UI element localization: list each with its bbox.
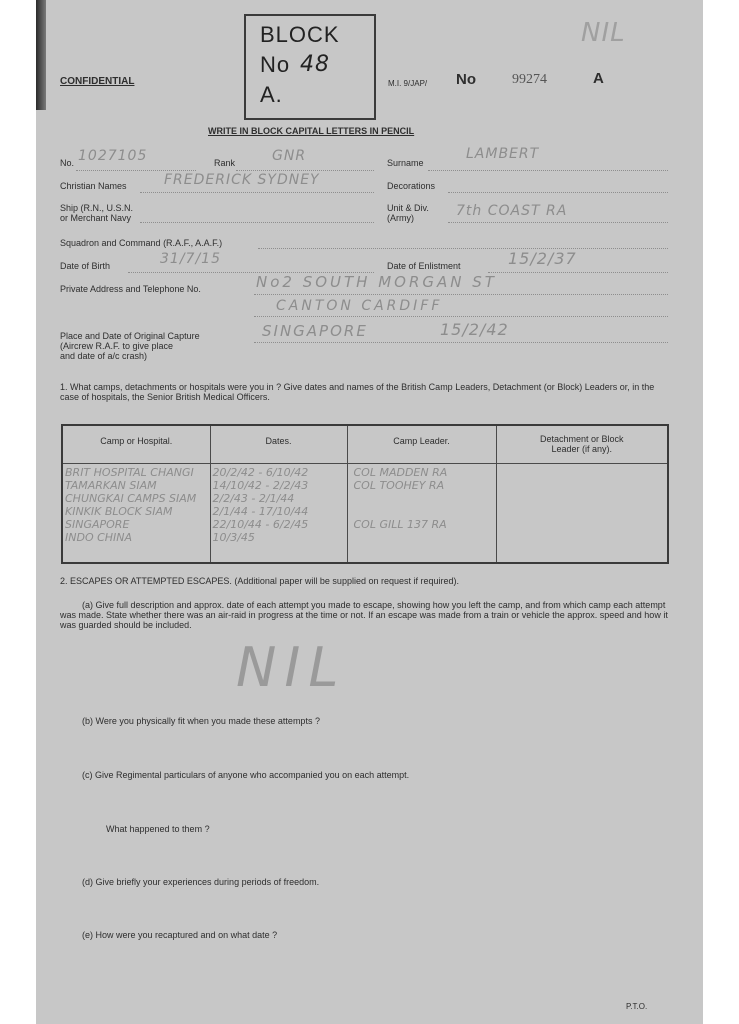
table-cell: 2/2/43 - 2/1/44	[212, 491, 295, 505]
table-cell: SINGAPORE	[65, 517, 130, 531]
header-detachment: Detachment or Block Leader (if any).	[496, 425, 668, 463]
form-page	[36, 0, 703, 1024]
no-label: No.	[60, 158, 75, 168]
col-detachment	[496, 463, 668, 563]
camps-table-body	[62, 463, 668, 563]
dob-value: 31/7/15	[160, 251, 221, 267]
block-number-hand: 48	[300, 52, 330, 77]
table-cell	[503, 492, 668, 505]
capture-date: 15/2/42	[440, 320, 509, 339]
capture-place: SINGAPORE	[262, 322, 368, 340]
block-line2: No	[260, 52, 291, 77]
no-value: 1027105	[78, 148, 148, 164]
pto-label: P.T.O.	[626, 1002, 648, 1011]
question2-title: 2. ESCAPES OR ATTEMPTED ESCAPES. (Additional paper will be supplied on request if required).	[60, 576, 460, 586]
table-cell: COL TOOHEY RA	[353, 478, 445, 492]
table-cell	[503, 505, 668, 518]
question2-e: (e) How were you recaptured and on what date ?	[82, 930, 278, 940]
decorations-label: Decorations	[387, 181, 436, 191]
surname-label: Surname	[387, 158, 424, 168]
question2-a: (a) Give full description and approx. date of each attempt you made to escape, showing how you left the camp, and from which camp each attempt was made. State whether there was an air-raid in progress at the time or not. If an escape was made from a train or vehicle the approx. speed and how it was guarded should be included.	[60, 600, 668, 630]
camps-table	[61, 424, 669, 564]
table-cell: 20/2/42 - 6/10/42	[212, 465, 309, 479]
table-cell: 22/10/44 - 6/2/45	[212, 517, 309, 531]
dob-label: Date of Birth	[60, 261, 111, 271]
camps-table-header	[62, 425, 668, 463]
col-camp	[62, 463, 210, 563]
rank-value: GNR	[272, 148, 307, 164]
question1-text: 1. What camps, detachments or hospitals were you in ? Give dates and names of the British Camp Leaders, Detachment (or Block) Leaders or, in the case of hospitals, the Senior British Medical Officers.	[60, 382, 655, 402]
unit-label: Unit & Div. (Army)	[387, 203, 429, 223]
table-cell	[354, 531, 496, 544]
col-dates	[210, 463, 347, 563]
question2-c2: What happened to them ?	[106, 824, 210, 834]
header-dates: Dates.	[210, 425, 347, 463]
table-cell	[503, 531, 668, 544]
instruction-heading: WRITE IN BLOCK CAPITAL LETTERS IN PENCIL	[208, 126, 415, 136]
unit-value: 7th COAST RA	[456, 203, 568, 219]
table-cell	[503, 479, 668, 492]
question2-b: (b) Were you physically fit when you made these attempts ?	[82, 716, 320, 726]
number-label: No	[456, 71, 476, 88]
form-number: 99274	[512, 72, 547, 87]
table-cell: COL MADDEN RA	[353, 465, 448, 479]
table-cell: CHUNGKAI CAMPS SIAM	[65, 491, 197, 505]
christian-label: Christian Names	[60, 181, 127, 191]
question2-answer: NIL	[236, 636, 347, 699]
block-line1: BLOCK	[260, 22, 340, 47]
table-cell: 10/3/45	[212, 530, 255, 544]
table-cell	[503, 466, 668, 479]
table-cell: INDO CHINA	[65, 530, 133, 544]
enlist-label: Date of Enlistment	[387, 261, 461, 271]
squadron-label: Squadron and Command (R.A.F., A.A.F.)	[60, 238, 223, 248]
address-line1: No2 SOUTH MORGAN ST	[256, 273, 497, 291]
form-suffix: A	[593, 70, 604, 87]
table-cell: KINKIK BLOCK SIAM	[65, 504, 173, 518]
col-leader	[347, 463, 496, 563]
table-cell: 14/10/42 - 2/2/43	[212, 478, 309, 492]
table-cell: TAMARKAN SIAM	[65, 478, 157, 492]
ship-label: Ship (R.N., U.S.N. or Merchant Navy	[60, 203, 134, 223]
capture-label: Place and Date of Original Capture (Aircrew R.A.F. to give place and date of a/c crash)	[60, 331, 200, 361]
binding-mark	[36, 0, 46, 110]
question2-d: (d) Give briefly your experiences during periods of freedom.	[82, 877, 320, 887]
enlist-value: 15/2/37	[508, 249, 577, 268]
table-cell: 2/1/44 - 17/10/44	[212, 504, 309, 518]
table-cell	[354, 492, 496, 505]
christian-value: FREDERICK SYDNEY	[164, 172, 320, 188]
table-cell	[503, 518, 668, 531]
rank-label: Rank	[214, 158, 236, 168]
header-camp-leader: Camp Leader.	[347, 425, 496, 463]
form-ref: M.I. 9/JAP/	[388, 79, 428, 88]
block-line3: A.	[260, 82, 283, 107]
confidential-label: CONFIDENTIAL	[60, 76, 135, 87]
surname-value: LAMBERT	[466, 146, 540, 162]
table-cell	[354, 505, 496, 518]
header-camp: Camp or Hospital.	[62, 425, 210, 463]
table-cell: COL GILL 137 RA	[353, 517, 447, 531]
table-cell: BRIT HOSPITAL CHANGI	[65, 465, 194, 479]
block-box	[244, 14, 376, 120]
address-line2: CANTON CARDIFF	[276, 298, 443, 314]
question2-c: (c) Give Regimental particulars of anyone who accompanied you on each attempt.	[82, 770, 410, 780]
address-label: Private Address and Telephone No.	[60, 284, 201, 294]
corner-handwriting: NIL	[581, 18, 626, 48]
